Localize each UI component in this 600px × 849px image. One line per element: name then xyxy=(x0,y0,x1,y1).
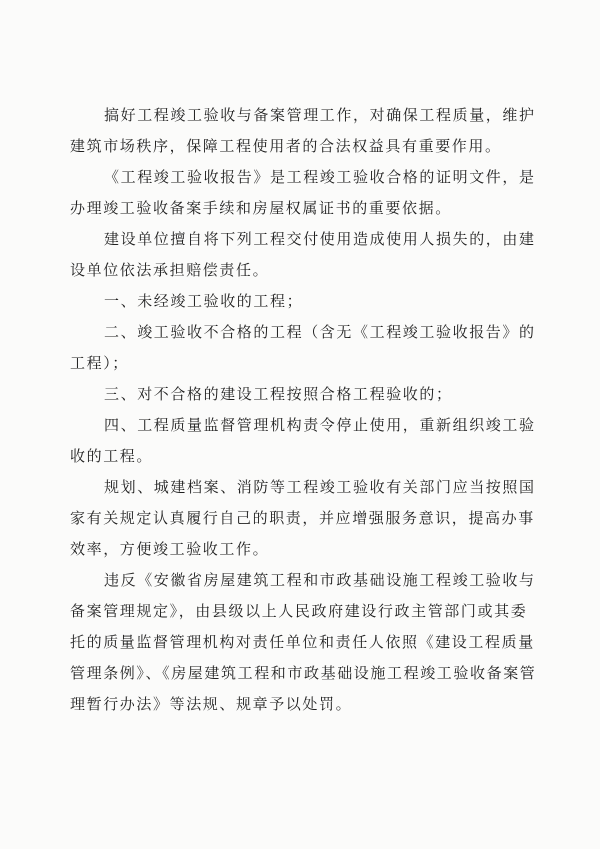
paragraph-penalties: 违反《安徽省房屋建筑工程和市政基础设施工程竣工验收与备案管理规定》，由县级以上人民政府建设行政主管部门或其委托的质量监督管理机构对责任单位和责任人依照《建设工程质量管理条例》、《房屋建筑工程和市政基础设施工程竣工验收备案管理暂行办法》等法规、规章予以处罚。 xyxy=(70,571,537,713)
paragraph-intro: 搞好工程竣工验收与备案管理工作，对确保工程质量，维护建筑市场秩序，保障工程使用者的合法权益具有重要作用。 xyxy=(70,106,536,155)
document-body xyxy=(70,100,540,720)
list-item-4: 四、工程质量监督管理机构责令停止使用，重新组织竣工验收的工程。 xyxy=(70,416,536,465)
list-item-1: 一、未经竣工验收的工程； xyxy=(104,292,304,310)
list-item-3: 三、对不合格的建设工程按照合格工程验收的； xyxy=(104,385,453,403)
paragraph-liability: 建设单位擅自将下列工程交付使用造成使用人损失的，由建设单位依法承担赔偿责任。 xyxy=(70,230,536,279)
paragraph-report-definition: 《工程竣工验收报告》是工程竣工验收合格的证明文件，是办理竣工验收备案手续和房屋权属证书的重要依据。 xyxy=(70,168,536,217)
paragraph-departments: 规划、城建档案、消防等工程竣工验收有关部门应当按照国家有关规定认真履行自己的职责，并应增强服务意识，提高办事效率，方便竣工验收工作。 xyxy=(70,478,536,558)
list-item-2: 二、竣工验收不合格的工程（含无《工程竣工验收报告》的工程）； xyxy=(70,323,536,372)
